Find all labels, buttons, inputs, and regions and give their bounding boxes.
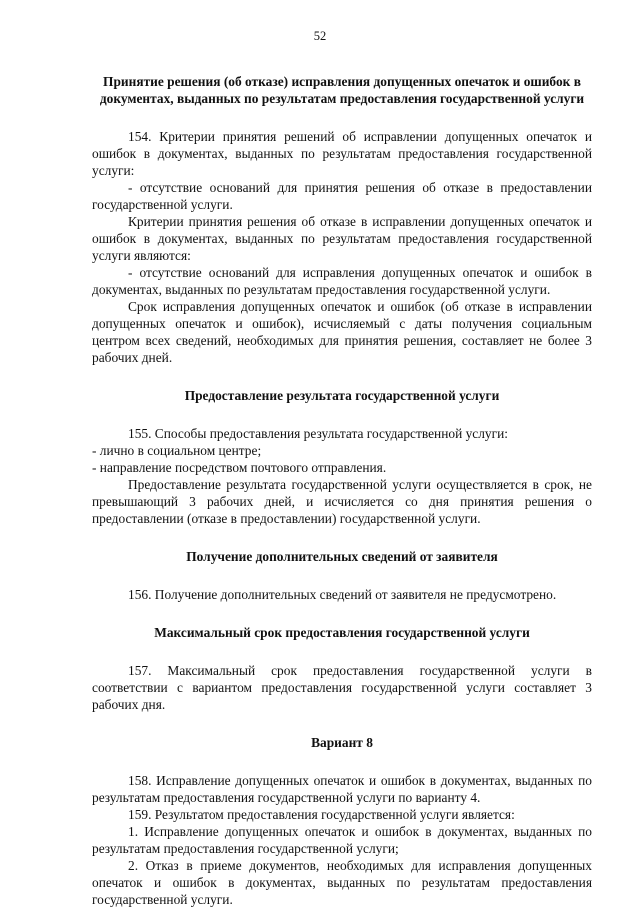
page-number: 52	[313, 29, 327, 43]
paragraph-result-term: Предоставление результата государственной услуги осуществляется в срок, не превышающий 3 рабочих дней, и исчисляется со дня принятия решения о предоставлении (отказе в предоставлении) государственной услуги.	[92, 477, 592, 526]
paragraph-no-grounds-refusal: - отсутствие оснований для принятия решения об отказе в предоставлении государственной услуги.	[92, 180, 592, 212]
section-heading-variant-8: Вариант 8	[311, 735, 373, 750]
section-heading-additional-info: Получение дополнительных сведений от заявителя	[186, 549, 498, 564]
section-heading-max-term: Максимальный срок предоставления государственной услуги	[154, 625, 530, 640]
paragraph-155: 155. Способы предоставления результата государственной услуги:	[128, 426, 508, 441]
paragraph-no-grounds-correction: - отсутствие оснований для исправления допущенных опечаток и ошибок в документах, выданных по результатам предоставления государственной услуги.	[92, 265, 592, 297]
paragraph-by-mail: - направление посредством почтового отправления.	[92, 460, 387, 475]
paragraph-157: 157. Максимальный срок предоставления государственной услуги в соответствии с вариантом предоставления государственной услуги составляет 3 рабочих дня.	[92, 663, 592, 712]
paragraph-158: 158. Исправление допущенных опечаток и ошибок в документах, выданных по результатам предоставления государственной услуги по варианту 4.	[92, 773, 592, 805]
section-heading-result: Предоставление результата государственной услуги	[184, 388, 500, 403]
paragraph-refusal-criteria: Критерии принятия решения об отказе в исправлении допущенных опечаток и ошибок в документах, выданных по результатам предоставления государственной услуги являются:	[92, 214, 592, 263]
paragraph-result-2: 2. Отказ в приеме документов, необходимых для исправления допущенных опечаток и ошибок в документах, выданных по результатам предоставления государственной услуги.	[92, 858, 592, 907]
page-content	[92, 73, 592, 908]
paragraph-in-person: - лично в социальном центре;	[92, 443, 262, 458]
paragraph-156: 156. Получение дополнительных сведений от заявителя не предусмотрено.	[128, 587, 557, 602]
paragraph-159: 159. Результатом предоставления государственной услуги является:	[128, 807, 515, 822]
section-heading-corrections-line1: Принятие решения (об отказе) исправления допущенных опечаток и ошибок в	[103, 74, 581, 89]
section-heading-corrections-line2: документах, выданных по результатам предоставления государственной услуги	[99, 91, 585, 106]
paragraph-correction-term: Срок исправления допущенных опечаток и ошибок (об отказе в исправлении допущенных опечаток и ошибок), исчисляемый с даты получения социальным центром всех сведений, необходимых для принятия решения, составляет не более 3 рабочих дней.	[92, 299, 592, 365]
paragraph-result-1: 1. Исправление допущенных опечаток и ошибок в документах, выданных по результатам предоставления государственной услуги;	[92, 824, 592, 856]
paragraph-154: 154. Критерии принятия решений об исправлении допущенных опечаток и ошибок в документах, выданных по результатам предоставления государственной услуги:	[92, 129, 592, 178]
